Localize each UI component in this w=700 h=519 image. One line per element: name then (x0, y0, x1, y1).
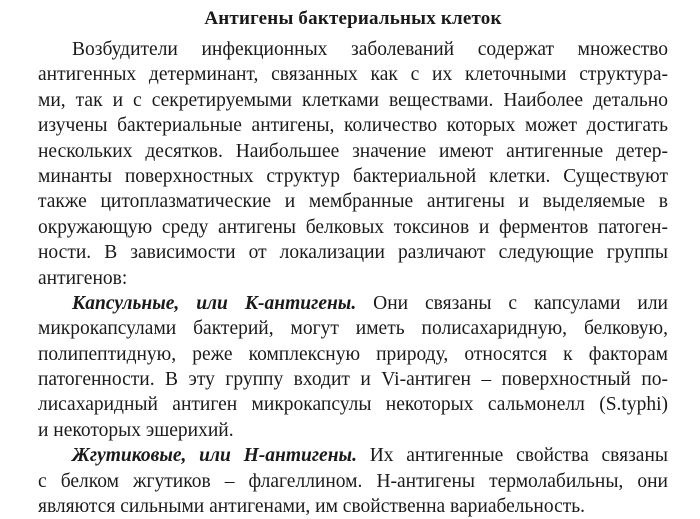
text-line: ности. В зависимости от локализации различают следующие группы (38, 242, 668, 264)
text-line: с белком жгутиков – флагеллином. Н-антигены термолабильны, они (38, 470, 668, 492)
text-line: патогенности. В эту группу входит и Vi-антиген – поверхностный по- (38, 369, 668, 391)
text-line: полипептидную, реже комплексную природу, относятся к факторам (38, 343, 668, 365)
text-line: являются сильными антигенами, им свойственна вариабельность. (38, 496, 586, 518)
text-line: нескольких десятков. Наибольшее значение имеют антигенные детер- (38, 140, 668, 162)
paragraph-flagellar-antigens (38, 443, 668, 519)
text-fragment: Их антигенные свойства связаны (356, 445, 668, 467)
text-line: изучены бактериальные антигены, количество которых может достигать (38, 115, 668, 137)
text-line (38, 443, 668, 468)
text-fragment: Они связаны с капсулами или (356, 292, 668, 314)
page-title: Антигены бактериальных клеток (204, 8, 502, 29)
text-line (38, 291, 668, 316)
text-line: антигенов: (38, 267, 128, 289)
text-line: Возбудители инфекционных заболеваний содержат множество (72, 39, 668, 60)
paragraph-capsular-antigens (38, 291, 668, 443)
text-line: лисахаридный антиген микрокапсулы некоторых сальмонелл (S.typhi) (38, 394, 668, 416)
text-line: антигенных детерминант, связанных как с их клеточными структура- (38, 64, 668, 86)
document-page (38, 6, 668, 519)
text-line: ми, так и с секретируемыми клетками веществами. Наиболее детально (38, 89, 668, 111)
term-capsular-antigens: Капсульные, или К-антигены. (72, 292, 357, 314)
term-flagellar-antigens: Жгутиковые, или Н-антигены. (72, 445, 357, 467)
text-line: минанты поверхностных структур бактериальной клетки. Существуют (38, 165, 668, 187)
text-line: и некоторых эшерихий. (38, 419, 234, 441)
text-line: микрокапсулами бактерий, могут иметь полисахаридную, белковую, (38, 318, 668, 340)
paragraph-intro (38, 37, 668, 291)
text-line: окружающую среду антигены белковых токсинов и ферментов патоген- (38, 216, 668, 238)
text-line: также цитоплазматические и мембранные антигены и выделяемые в (38, 191, 668, 213)
